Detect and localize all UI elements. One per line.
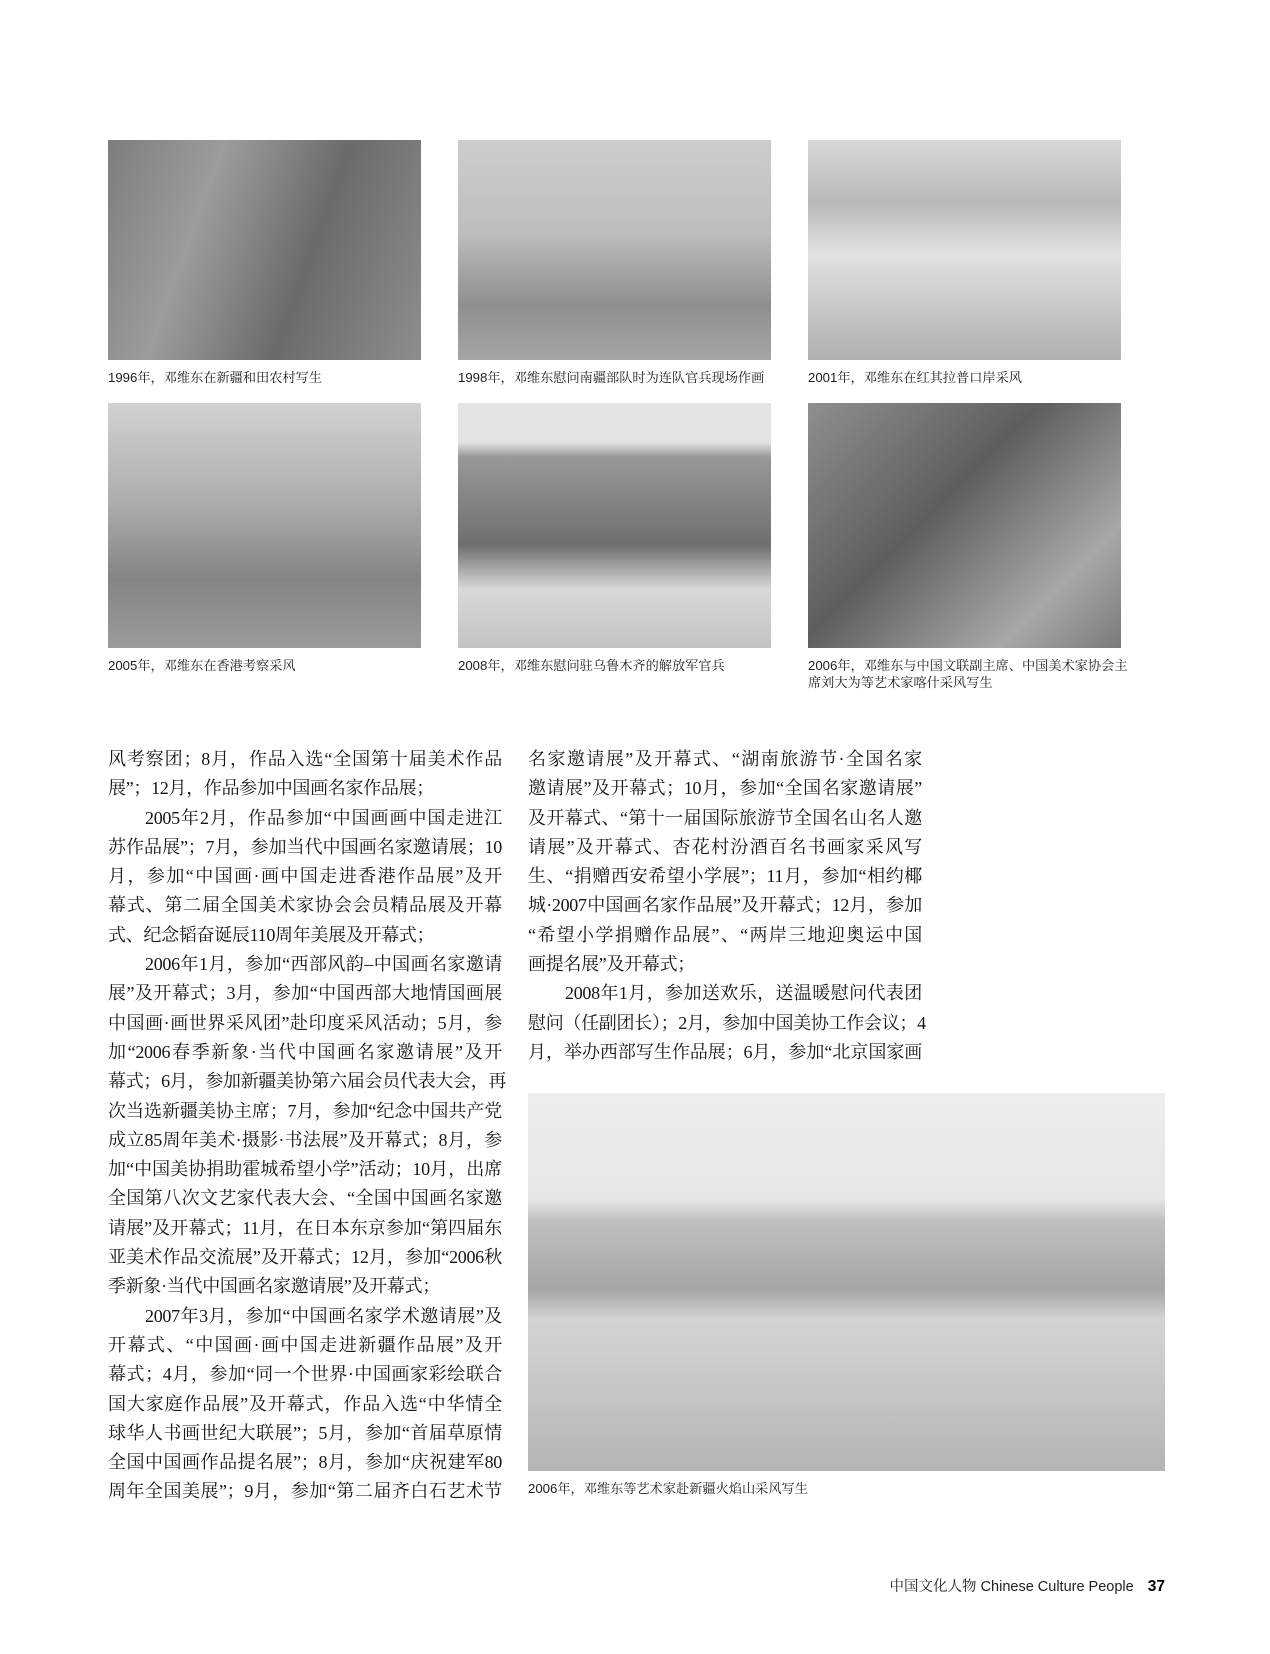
- article-line: 式、纪念韬奋诞辰110周年美展及开幕式；: [108, 924, 435, 945]
- article-line: 苏作品展”；7月，参加当代中国画名家邀请展；10: [108, 836, 502, 857]
- photo-2006-kashgar: [808, 403, 1128, 691]
- page-number: 37: [1147, 1578, 1165, 1595]
- article-line: 慰问（任副团长）；2月，参加中国美协工作会议；4: [528, 1012, 926, 1033]
- article-line: 2007年3月，参加“中国画名家学术邀请展”及: [145, 1305, 502, 1326]
- photo-caption: 2001年，邓维东在红其拉普口岸采风: [808, 370, 1022, 385]
- article-line: 中国画·画世界采风团”赴印度采风活动；5月，参: [108, 1012, 502, 1033]
- article-line: 加“中国美协捐助霍城希望小学”活动；10月，出席: [108, 1159, 502, 1180]
- photo-2006-flaming-mountain: [528, 1093, 1165, 1497]
- photo-1996-hetian: [108, 140, 421, 386]
- photo-1998-image: [458, 140, 771, 360]
- article-line: 亚美术作品交流展”及开幕式；12月，参加“2006秋: [108, 1247, 502, 1268]
- article-line: 风考察团；8月，作品入选“全国第十届美术作品: [108, 749, 502, 769]
- photo-caption: 1996年，邓维东在新疆和田农村写生: [108, 370, 322, 385]
- article-line: 2005年2月，作品参加“中国画画中国走进江: [145, 807, 502, 828]
- article-line: 月，参加“中国画·画中国走进香港作品展”及开: [108, 866, 502, 887]
- article-line: 幕式；4月，参加“同一个世界·中国画家彩绘联合: [108, 1364, 502, 1385]
- article-line: 及开幕式、“第十一届国际旅游节全国名山名人邀: [528, 807, 922, 828]
- photo-2001-khunjerab: [808, 140, 1121, 386]
- article-line: “希望小学捐赠作品展”、“两岸三地迎奥运中国: [528, 924, 922, 945]
- article-line: 开幕式、“中国画·画中国走进新疆作品展”及开: [108, 1334, 502, 1355]
- article-line: 幕式、第二届全国美术家协会会员精品展及开幕: [108, 895, 502, 916]
- article-line: 展”；12月，作品参加中国画名家作品展；: [108, 778, 434, 799]
- article-line: 生、“捐赠西安希望小学展”；11月，参加“相约椰: [528, 866, 922, 887]
- photo-caption: 2006年，邓维东等艺术家赴新疆火焰山采风写生: [528, 1481, 808, 1496]
- article-line: 请展”及开幕式；11月，在日本东京参加“第四届东: [108, 1217, 502, 1238]
- article-line: 球华人书画世纪大联展”；5月，参加“首届草原情: [108, 1422, 502, 1443]
- article-line: 全国中国画作品提名展”；8月，参加“庆祝建军80: [108, 1452, 502, 1473]
- journal-title-cn: 中国文化人物: [889, 1579, 977, 1595]
- article-line: 展”及开幕式；3月，参加“中国西部大地情国画展: [108, 983, 502, 1004]
- photo-2006-kashgar-image: [808, 403, 1121, 648]
- article-line: 次当选新疆美协主席；7月，参加“纪念中国共产党: [108, 1100, 502, 1121]
- article-line: 2008年1月，参加送欢乐，送温暖慰问代表团: [565, 983, 922, 1004]
- photo-1996-image: [108, 140, 421, 360]
- article-line: 画提名展”及开幕式；: [528, 954, 695, 975]
- article-line: 全国第八次文艺家代表大会、“全国中国画名家邀: [108, 1188, 502, 1209]
- photo-caption: 2006年，邓维东与中国文联副主席、中国美术家协会主席刘大为等艺术家喀什采风写生: [808, 658, 1128, 690]
- photo-1998-troops-painting: [458, 140, 771, 386]
- article-line: 幕式；6月，参加新疆美协第六届会员代表大会，再: [108, 1071, 507, 1092]
- photo-2001-image: [808, 140, 1121, 360]
- article-column-left: [108, 745, 507, 1507]
- article-line: 国大家庭作品展”及开幕式，作品入选“中华情全: [108, 1393, 502, 1414]
- photo-caption: 2008年，邓维东慰问驻乌鲁木齐的解放军官兵: [458, 658, 725, 673]
- photo-2005-hongkong: [108, 403, 421, 674]
- page-footer: [108, 1575, 1165, 1596]
- article-line: 城·2007中国画名家作品展”及开幕式；12月，参加: [528, 895, 922, 916]
- article-line: 季新象·当代中国画名家邀请展”及开幕式；: [108, 1276, 440, 1297]
- photo-2006-flaming-mountain-image: [528, 1093, 1165, 1471]
- article-column-right: [528, 745, 926, 1067]
- article-line: 名家邀请展”及开幕式、“湖南旅游节·全国名家: [528, 749, 922, 769]
- journal-title-en: Chinese Culture People: [980, 1579, 1134, 1595]
- photo-caption: 1998年，邓维东慰问南疆部队时为连队官兵现场作画: [458, 370, 765, 385]
- photo-2008-urumqi: [458, 403, 771, 674]
- photo-2008-image: [458, 403, 771, 648]
- article-line: 成立85周年美术·摄影·书法展”及开幕式；8月，参: [108, 1129, 502, 1150]
- article-line: 周年全国美展”；9月，参加“第二届齐白石艺术节: [108, 1481, 502, 1502]
- article-line: 加“2006春季新象·当代中国画名家邀请展”及开: [108, 1041, 502, 1062]
- article-line: 月，举办西部写生作品展；6月，参加“北京国家画: [528, 1041, 922, 1062]
- photo-2005-image: [108, 403, 421, 648]
- article-line: 请展”及开幕式、杏花村汾酒百名书画家采风写: [528, 836, 922, 857]
- article-line: 2006年1月，参加“西部风韵–中国画名家邀请: [145, 954, 502, 975]
- article-line: 邀请展”及开幕式；10月，参加“全国名家邀请展”: [528, 778, 922, 799]
- photo-caption: 2005年，邓维东在香港考察采风: [108, 658, 296, 673]
